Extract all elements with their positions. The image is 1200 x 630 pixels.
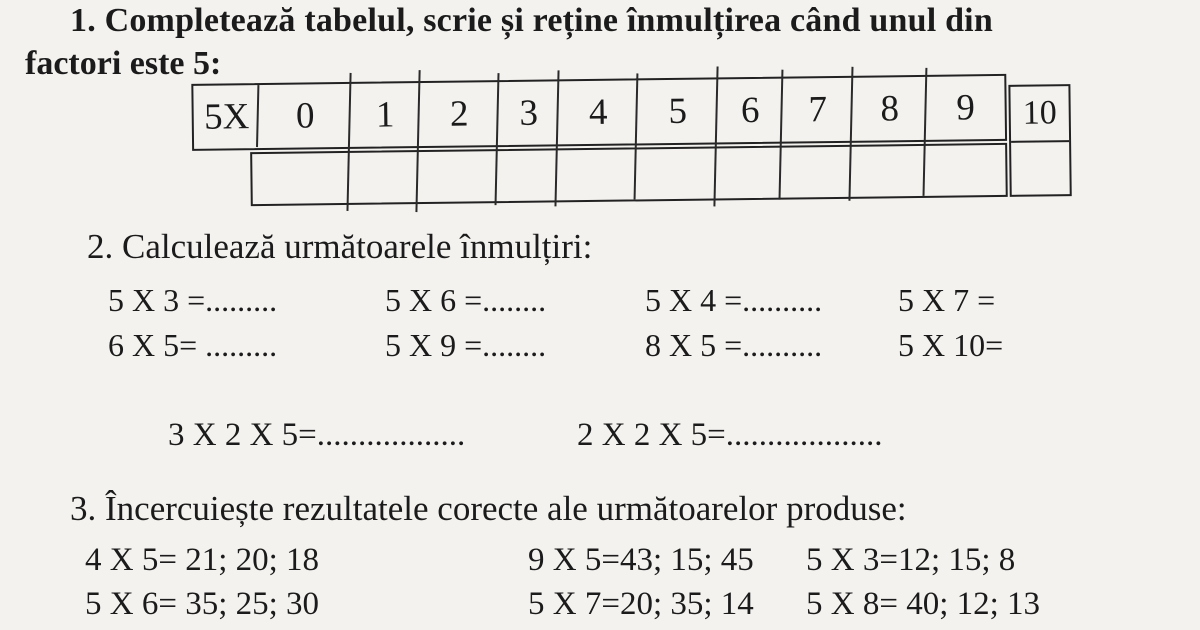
multiplication-item: 5 X 6 =........ — [385, 282, 547, 318]
multiplication-item: 8 X 5 =.......... — [645, 327, 823, 363]
multiplication-item: 5 X 4 =.......... — [645, 282, 823, 318]
product-choices-item: 5 X 8= 40; 12; 13 — [806, 586, 1041, 622]
product-choices-item: 5 X 6= 35; 25; 30 — [85, 586, 320, 622]
multiplication-item: 6 X 5= ......... — [108, 327, 278, 363]
table-header-cell: 0 — [295, 95, 315, 137]
exercise2-title: 2. Calculează următoarele înmulțiri: — [87, 227, 593, 266]
table-header-cell: 6 — [740, 89, 760, 132]
table-cell-10 — [1008, 84, 1071, 197]
table-header-cell: 5X — [203, 96, 250, 138]
product-choices-item: 5 X 7=20; 35; 14 — [528, 586, 754, 622]
multiplication-item: 5 X 9 =........ — [385, 327, 547, 363]
product-choices-item: 9 X 5=43; 15; 45 — [528, 542, 754, 578]
table-header-cell: 9 — [956, 87, 976, 129]
multiplication-item: 3 X 2 X 5=.................. — [168, 417, 466, 453]
table-header-cell: 3 — [519, 92, 539, 134]
product-choices-item: 5 X 3=12; 15; 8 — [806, 542, 1016, 578]
table-header-cell: 7 — [808, 89, 828, 131]
exercise3-row2 — [0, 586, 1200, 623]
product-choices-item: 4 X 5= 21; 20; 18 — [85, 542, 320, 578]
table-header-cell: 1 — [375, 94, 395, 136]
multiplication-item: 5 X 10= — [898, 327, 1004, 363]
exercise2-row2 — [0, 327, 1200, 364]
table-header-cell: 4 — [588, 91, 608, 134]
multiplication-item: 5 X 3 =......... — [108, 282, 278, 318]
multiplication-table — [179, 54, 1101, 215]
exercise3-row1 — [0, 542, 1200, 579]
table-answer-row — [250, 143, 1008, 206]
table-header-cell: 5 — [668, 90, 688, 133]
multiplication-item: 5 X 7 = — [898, 282, 996, 318]
table-header-cell: 2 — [449, 93, 469, 135]
exercise2-extra-row — [0, 417, 1200, 454]
multiplication-item: 2 X 2 X 5=................... — [577, 417, 883, 453]
table-header-cell: 10 — [1010, 86, 1069, 143]
table-header-row — [191, 74, 1007, 151]
table-header-cell: 8 — [880, 88, 900, 130]
exercise2-row1 — [0, 282, 1200, 319]
exercise1-title-line2: factori este 5: — [25, 45, 222, 82]
exercise3-title: 3. Încercuiește rezultatele corecte ale următoarelor produse: — [70, 489, 907, 528]
exercise1-title-line1: 1. Completează tabelul, scrie și reține înmulțirea când unul din — [70, 2, 993, 39]
